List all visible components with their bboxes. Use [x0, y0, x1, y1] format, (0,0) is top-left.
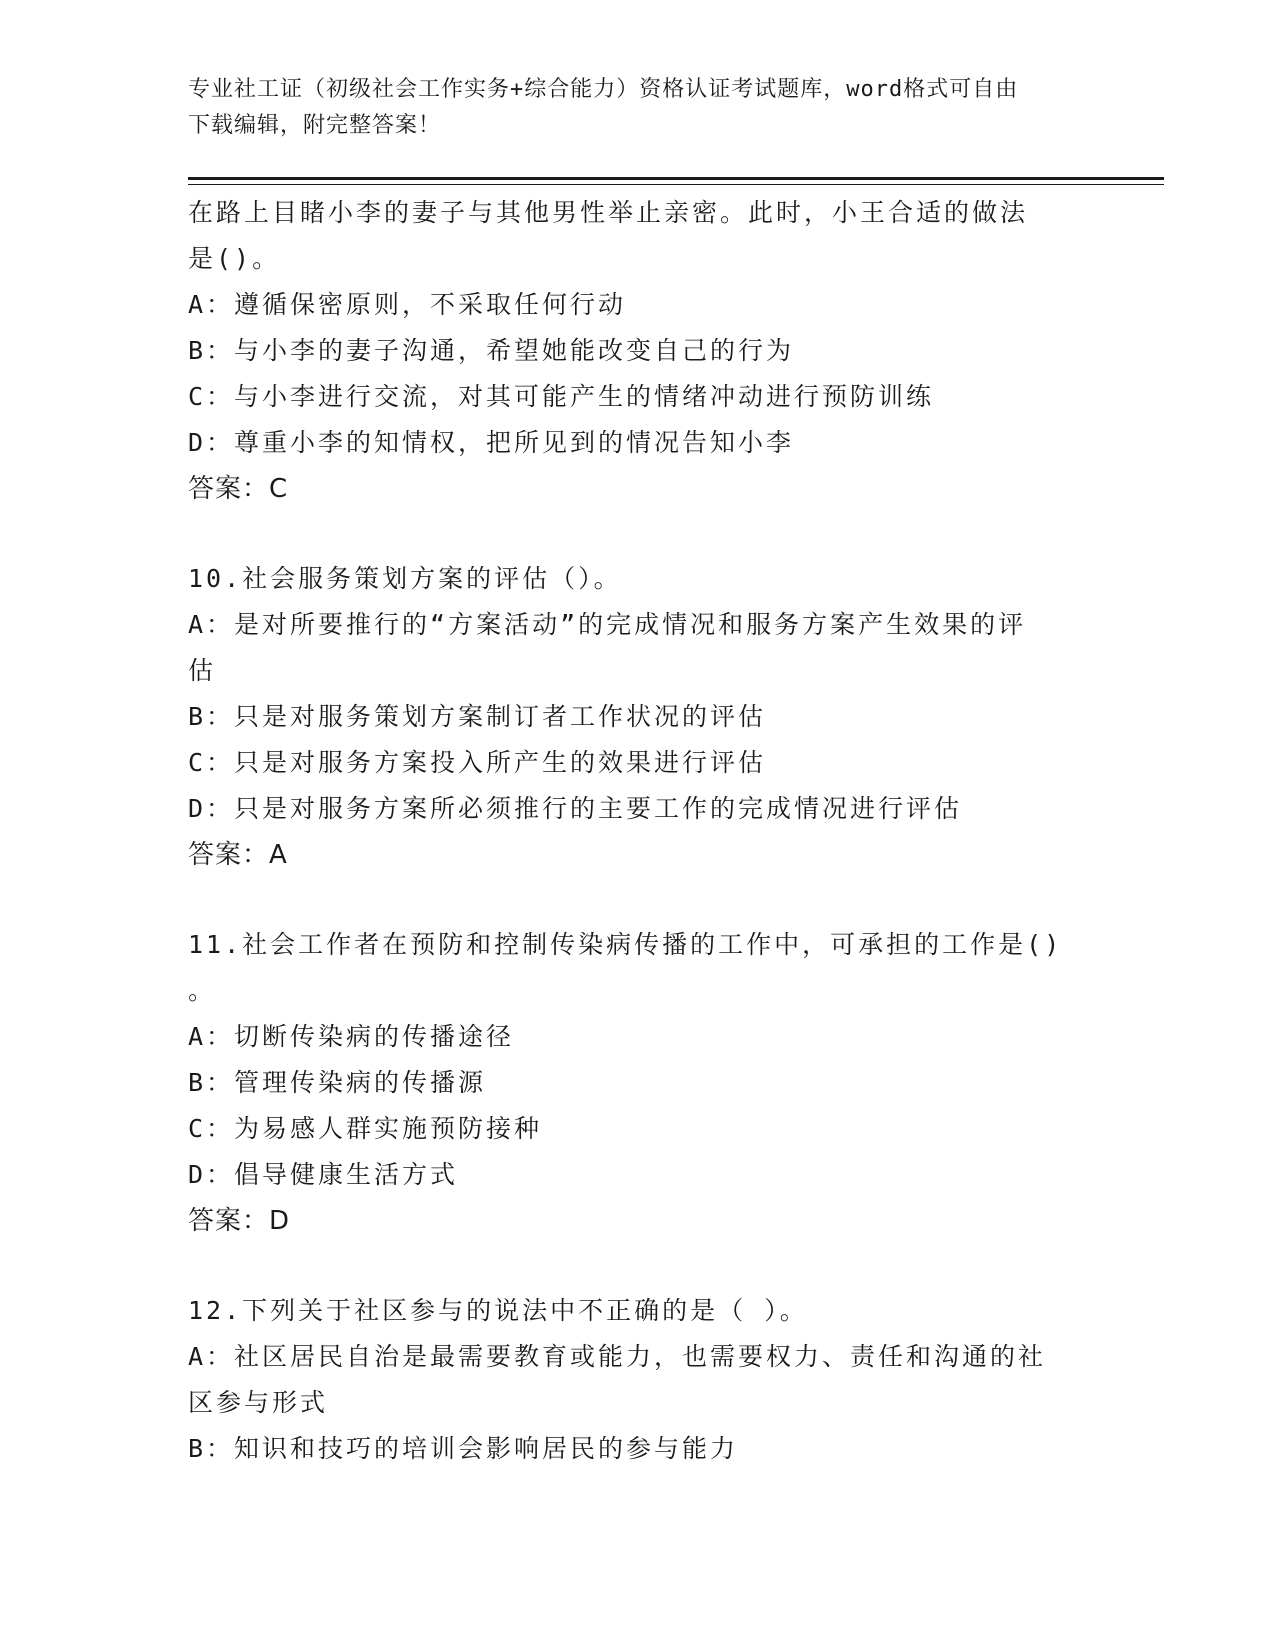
option-b: B：与小李的妻子沟通，希望她能改变自己的行为 [188, 336, 795, 365]
question-9 [188, 190, 1088, 512]
question-spacer [188, 878, 1088, 922]
header-divider-thick [188, 177, 1164, 180]
header-divider-thin [188, 184, 1164, 185]
question-10 [188, 556, 1088, 878]
option-a: A：切断传染病的传播途径 [188, 1022, 515, 1051]
option-a: A：遵循保密原则，不采取任何行动 [188, 290, 627, 319]
answer-label: 答案：D [188, 1206, 291, 1236]
question-stem-continued: 是()。 [188, 244, 281, 273]
option-a: A：社区居民自治是最需要教育或能力，也需要权力、责任和沟通的社 [188, 1342, 1047, 1371]
option-d: D：尊重小李的知情权，把所见到的情况告知小李 [188, 428, 795, 457]
option-d: D：只是对服务方案所必须推行的主要工作的完成情况进行评估 [188, 794, 963, 823]
option-b: B：管理传染病的传播源 [188, 1068, 487, 1097]
question-stem-continued: 。 [188, 976, 217, 1005]
question-spacer [188, 1244, 1088, 1288]
question-12 [188, 1288, 1088, 1472]
option-b: B：知识和技巧的培训会影响居民的参与能力 [188, 1434, 739, 1463]
question-stem: 在路上目睹小李的妻子与其他男性举止亲密。此时，小王合适的做法 [188, 198, 1029, 227]
question-list [188, 190, 1088, 1472]
option-a-continued: 区参与形式 [188, 1388, 329, 1417]
answer-label: 答案：A [188, 840, 288, 870]
question-11 [188, 922, 1088, 1244]
option-b: B：只是对服务策划方案制订者工作状况的评估 [188, 702, 767, 731]
option-c: C：只是对服务方案投入所产生的效果进行评估 [188, 748, 767, 777]
document-header [188, 72, 1088, 144]
question-stem: 11.社会工作者在预防和控制传染病传播的工作中，可承担的工作是() [188, 930, 1063, 959]
question-spacer [188, 512, 1088, 556]
answer-label: 答案：C [188, 474, 289, 504]
header-line-2: 下载编辑，附完整答案！ [188, 113, 442, 138]
option-c: C：与小李进行交流，对其可能产生的情绪冲动进行预防训练 [188, 382, 935, 411]
question-stem: 10.社会服务策划方案的评估（）。 [188, 564, 622, 593]
header-line-1: 专业社工证（初级社会工作实务+综合能力）资格认证考试题库，word格式可自由 [188, 77, 1019, 102]
option-c: C：为易感人群实施预防接种 [188, 1114, 543, 1143]
option-d: D：倡导健康生活方式 [188, 1160, 459, 1189]
option-a: A：是对所要推行的“方案活动”的完成情况和服务方案产生效果的评 [188, 610, 1027, 639]
option-a-continued: 估 [188, 656, 217, 685]
question-stem: 12.下列关于社区参与的说法中不正确的是（ ）。 [188, 1296, 808, 1325]
